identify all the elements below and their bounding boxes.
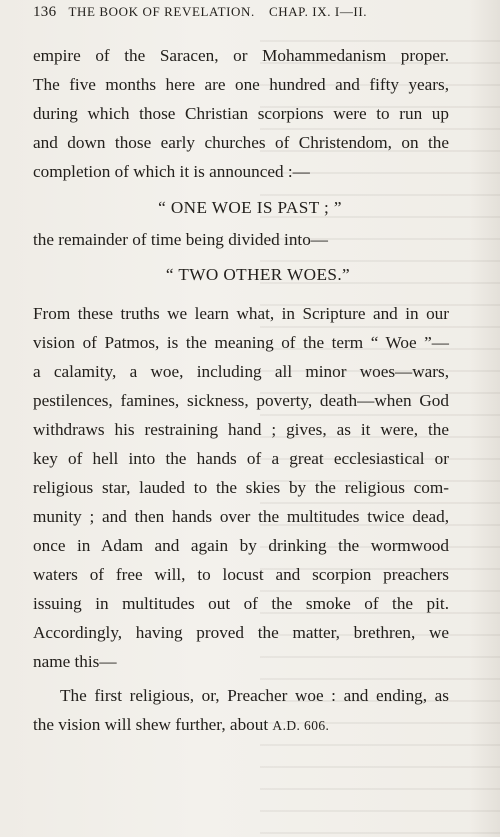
- chapter-reference: CHAP. IX. I—II.: [268, 4, 368, 19]
- text-line-16: waters of free will, to locust and scorpion preachers: [33, 565, 449, 584]
- text-line-20: The first religious, or, Preacher woe : and ending, as: [60, 686, 449, 705]
- text-line-21-main: the vision will shew further, about: [33, 715, 273, 734]
- quote-two-woes: “ TWO OTHER WOES.”: [165, 265, 351, 284]
- page-number: 136: [33, 4, 57, 20]
- text-line-6: the remainder of time being divided into—: [33, 230, 328, 249]
- text-line-19: name this—: [33, 652, 117, 671]
- text-line-18: Accordingly, having proved the matter, brethren, we: [33, 623, 449, 642]
- page-edge-shadow: [470, 0, 500, 837]
- text-line-11: withdraws his restraining hand ; gives, as it were, the: [33, 420, 449, 439]
- text-line-5: completion of which it is announced :—: [33, 162, 310, 181]
- text-line-15: once in Adam and again by drinking the wormwood: [33, 536, 449, 555]
- text-line-8: vision of Patmos, is the meaning of the term “ Woe ”—: [33, 333, 449, 352]
- text-line-4: and down those early churches of Christendom, on the: [33, 133, 449, 152]
- text-line-7: From these truths we learn what, in Scripture and in our: [33, 304, 449, 323]
- running-title: THE BOOK OF REVELATION.: [68, 4, 255, 19]
- text-line-21: [33, 713, 449, 738]
- text-line-1: empire of the Saracen, or Mohammedanism proper.: [33, 46, 449, 65]
- text-line-12: key of hell into the hands of a great ecclesiastical or: [33, 449, 449, 468]
- text-line-3: during which those Christian scorpions were to run up: [33, 104, 449, 123]
- text-line-13: religious star, lauded to the skies by the religious com-: [33, 478, 449, 497]
- text-line-17: issuing in multitudes out of the smoke of the pit.: [33, 594, 449, 613]
- text-line-10: pestilences, famines, sickness, poverty, death—when God: [33, 391, 449, 410]
- text-line-2: The five months here are one hundred and fifty years,: [33, 75, 449, 94]
- running-header: [33, 4, 367, 21]
- quote-one-woe: “ ONE WOE IS PAST ; ”: [158, 198, 342, 217]
- text-line-14: munity ; and then hands over the multitudes twice dead,: [33, 507, 449, 526]
- text-line-9: a calamity, a woe, including all minor woes—wars,: [33, 362, 449, 381]
- date-reference: A.D. 606.: [272, 718, 330, 733]
